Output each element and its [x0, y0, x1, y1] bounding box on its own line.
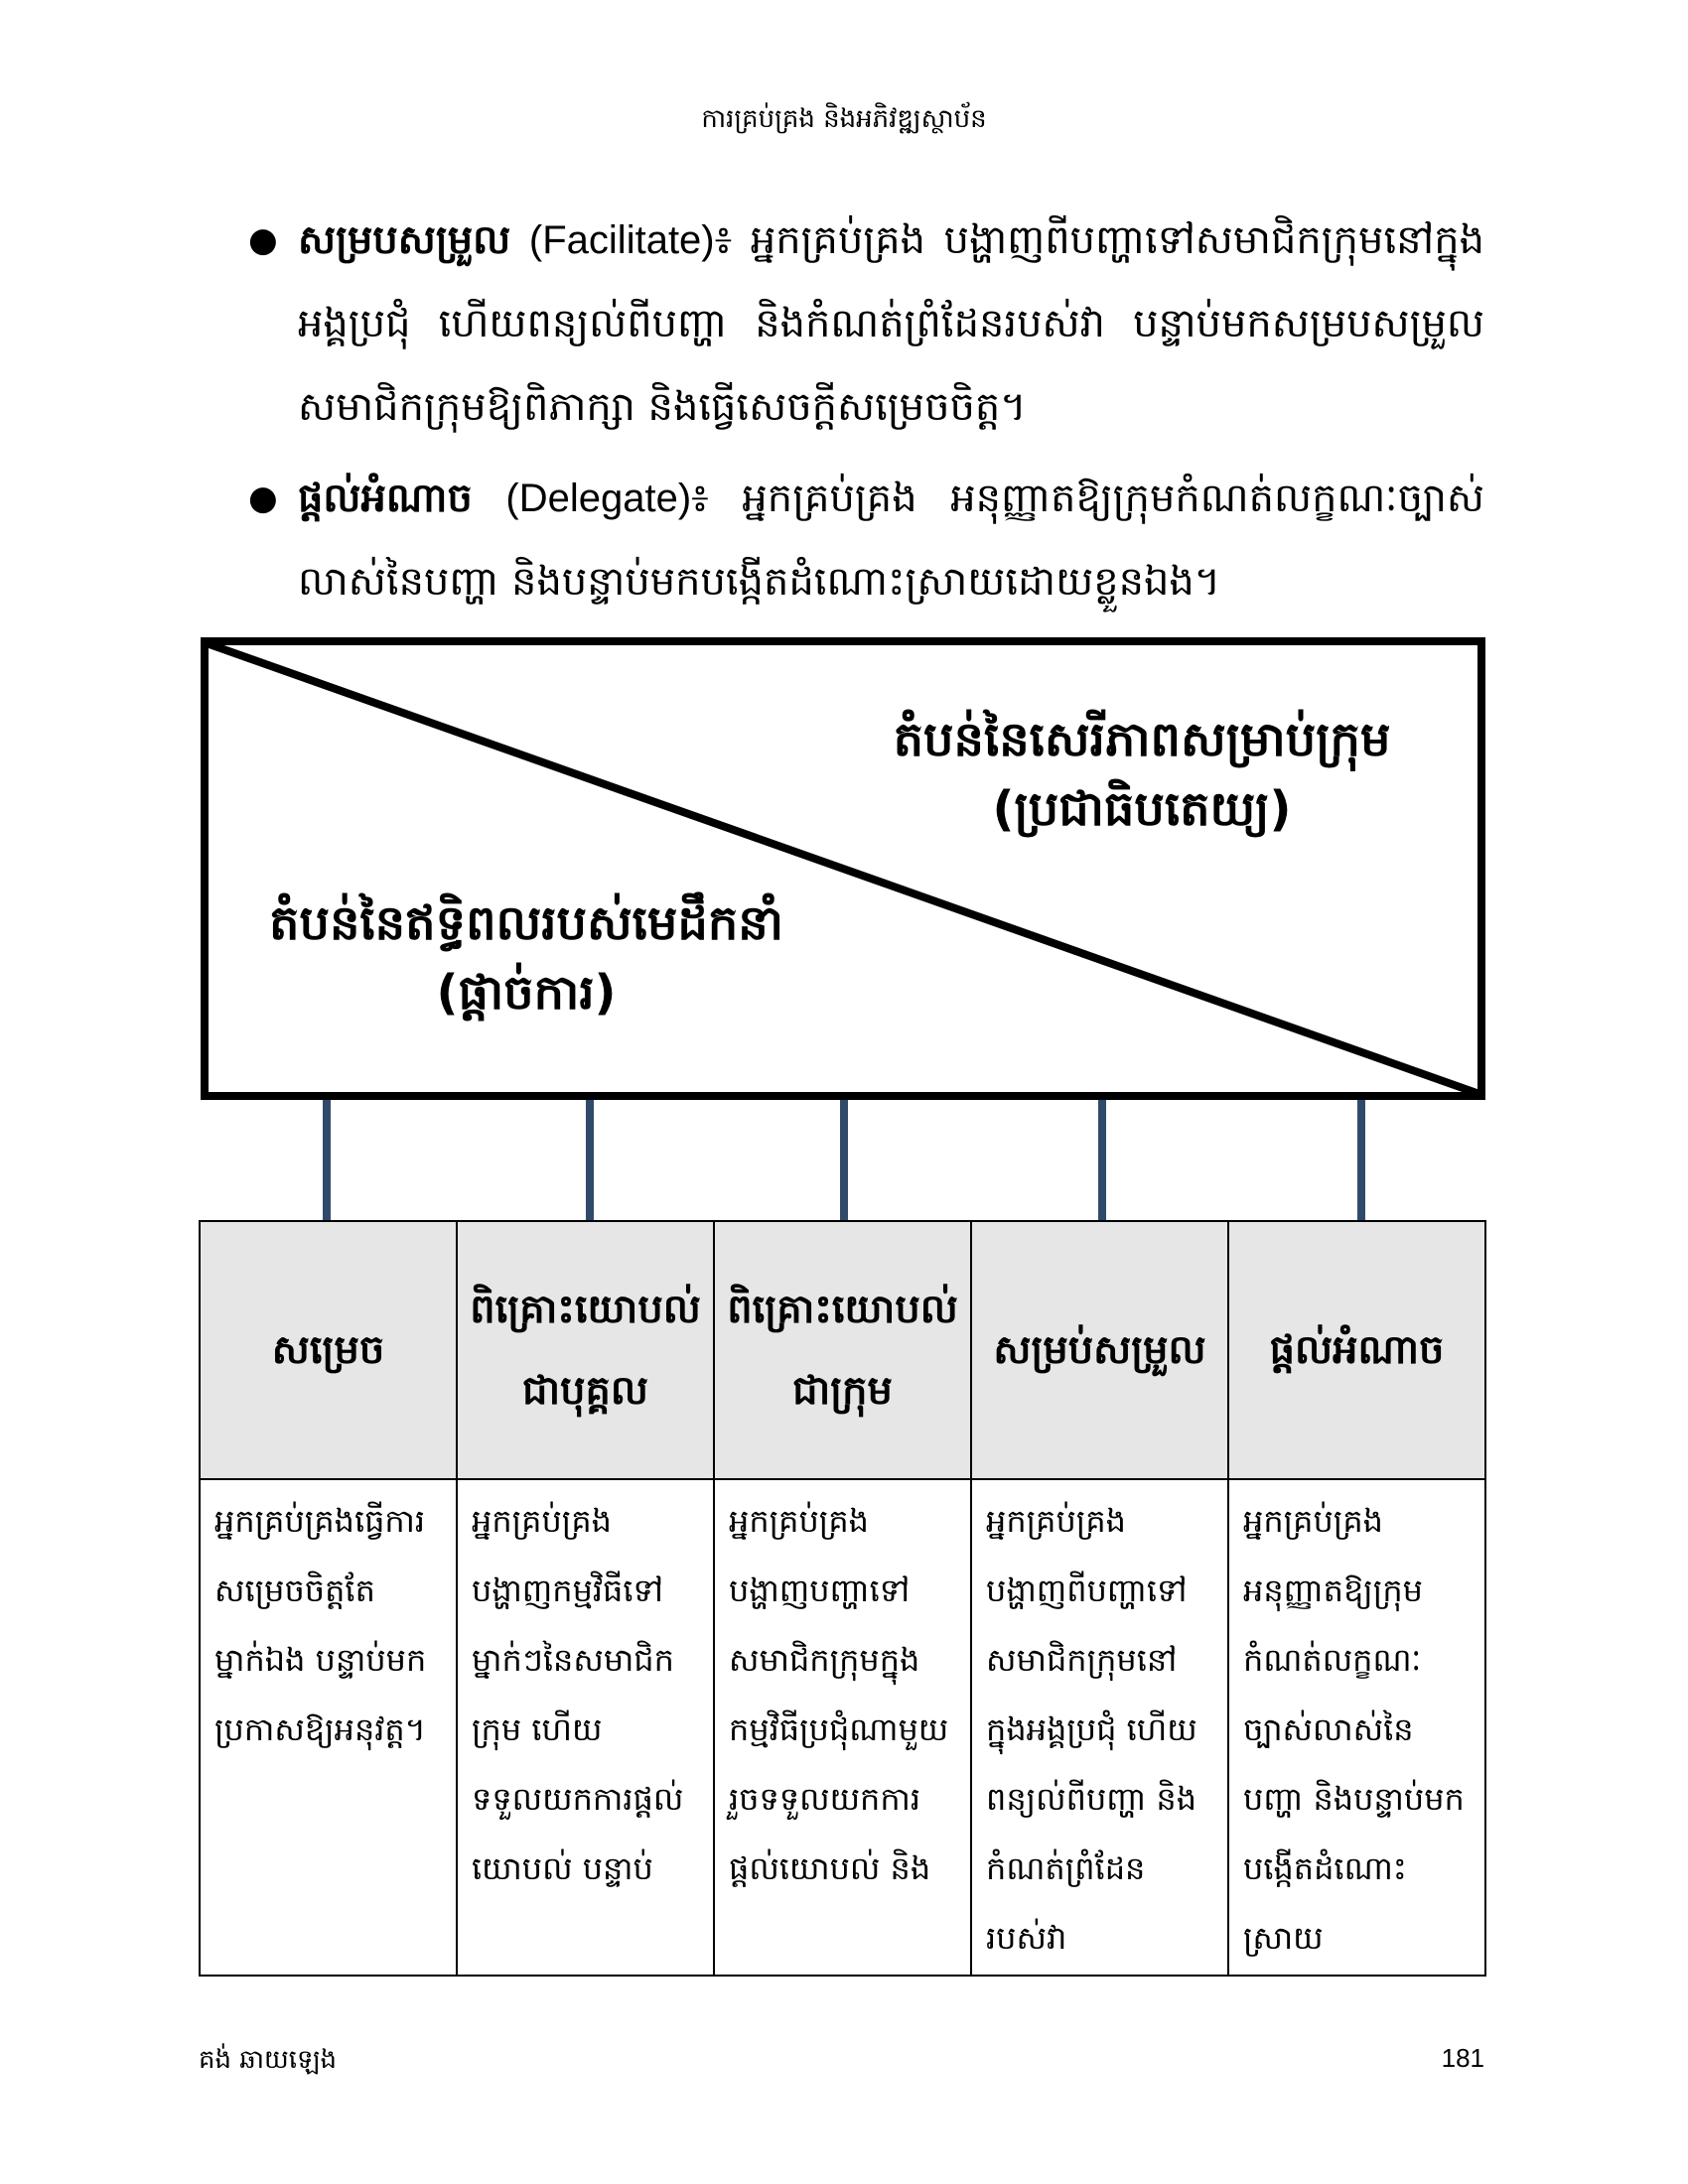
bullet-english: (Delegate)៖	[505, 477, 709, 520]
page-number: 181	[1441, 2043, 1484, 2073]
connector-1	[323, 1100, 331, 1223]
leader-influence-title: តំបន់នៃឥទ្ធិពលរបស់មេដឹកនាំ	[269, 895, 783, 951]
table-header-row	[200, 1221, 1485, 1479]
diagram-connectors	[323, 1100, 1365, 1223]
cell-consult-group: អ្នកគ្រប់គ្រង បង្ហាញបញ្ហាទៅសមាជិកក្រុមក្នុងកម្មវិធីប្រជុំណាមួយ រួចទទួលយកការផ្ដល់យោបល់ និង	[714, 1479, 971, 1976]
connector-3	[840, 1100, 848, 1223]
leader-influence-label	[228, 888, 824, 1027]
table-row	[200, 1479, 1485, 1976]
leadership-styles-table	[199, 1220, 1486, 1977]
connector-4	[1098, 1100, 1106, 1223]
header-decide: សម្រេច	[200, 1221, 457, 1479]
connector-2	[586, 1100, 594, 1223]
group-freedom-subtitle: (ប្រជាធិបតេយ្យ)	[992, 781, 1292, 837]
connector-5	[1357, 1100, 1365, 1223]
cell-facilitate: អ្នកគ្រប់គ្រង បង្ហាញពីបញ្ហាទៅសមាជិកក្រុមនៅក្នុងអង្គប្រជុំ ហើយពន្យល់ពីបញ្ហា និងកំណត់ព្រំដែនរបស់វា	[971, 1479, 1228, 1976]
running-header: ការគ្រប់គ្រង និងអភិវឌ្ឍស្ថាប័ន	[701, 104, 987, 134]
group-freedom-title: តំបន់នៃសេរីភាពសម្រាប់ក្រុម	[893, 712, 1391, 767]
bullet-list	[248, 199, 1485, 631]
header-facilitate: សម្រប់សម្រួល	[971, 1221, 1228, 1479]
bullet-text: អ្នកគ្រប់គ្រង អនុញ្ញាតឱ្យក្រុមកំណត់លក្ខណៈច្បាស់លាស់នៃបញ្ហា និងបន្ទាប់មកបង្កើតដំណោះស្រាយដោយខ្លួនឯង។	[298, 476, 1485, 605]
footer-author: គង់ ឆាយឡេង	[199, 2045, 338, 2075]
header-consult-group: ពិគ្រោះយោបល់ជាក្រុម	[714, 1221, 971, 1479]
bullet-dot-icon: ●	[248, 478, 278, 518]
bullet-english: (Facilitate)៖	[528, 218, 733, 262]
bullet-term: ផ្ដល់អំណាច	[298, 476, 473, 521]
header-consult-individual: ពិគ្រោះយោបល់ជាបុគ្គល	[457, 1221, 714, 1479]
bullet-term: សម្របសម្រួល	[298, 217, 511, 263]
cell-delegate: អ្នកគ្រប់គ្រង អនុញ្ញាតឱ្យក្រុមកំណត់លក្ខណៈច្បាស់លាស់នៃបញ្ហា និងបន្ទាប់មកបង្កើតដំណោះស្រាយ	[1228, 1479, 1485, 1976]
header-delegate: ផ្ដល់អំណាច	[1228, 1221, 1485, 1479]
bullet-dot-icon: ●	[248, 220, 278, 260]
group-freedom-label	[834, 705, 1450, 844]
authority-freedom-diagram	[199, 635, 1489, 1231]
bullet-facilitate	[248, 199, 1485, 449]
leader-influence-subtitle: (ផ្ដាច់ការ)	[436, 965, 617, 1021]
cell-consult-individual: អ្នកគ្រប់គ្រង បង្ហាញកម្មវិធីទៅម្នាក់ៗនៃសមាជិកក្រុម ហើយទទួលយកការផ្ដល់យោបល់ បន្ទាប់	[457, 1479, 714, 1976]
cell-decide: អ្នកគ្រប់គ្រងធ្វើការសម្រេចចិត្តតែម្នាក់ឯង បន្ទាប់មកប្រកាសឱ្យអនុវត្ត។	[200, 1479, 457, 1976]
bullet-delegate	[248, 457, 1485, 623]
bullet-text: អ្នកគ្រប់គ្រង បង្ហាញពីបញ្ហាទៅសមាជិកក្រុមនៅក្នុងអង្គប្រជុំ ហើយពន្យល់ពីបញ្ហា និងកំណត់ព្រំដែនរបស់វា បន្ទាប់មកសម្របសម្រួលសមាជិកក្រុមឱ្យពិភាក្សា និងធ្វើសេចក្ដីសម្រេចចិត្ត។	[298, 217, 1485, 430]
